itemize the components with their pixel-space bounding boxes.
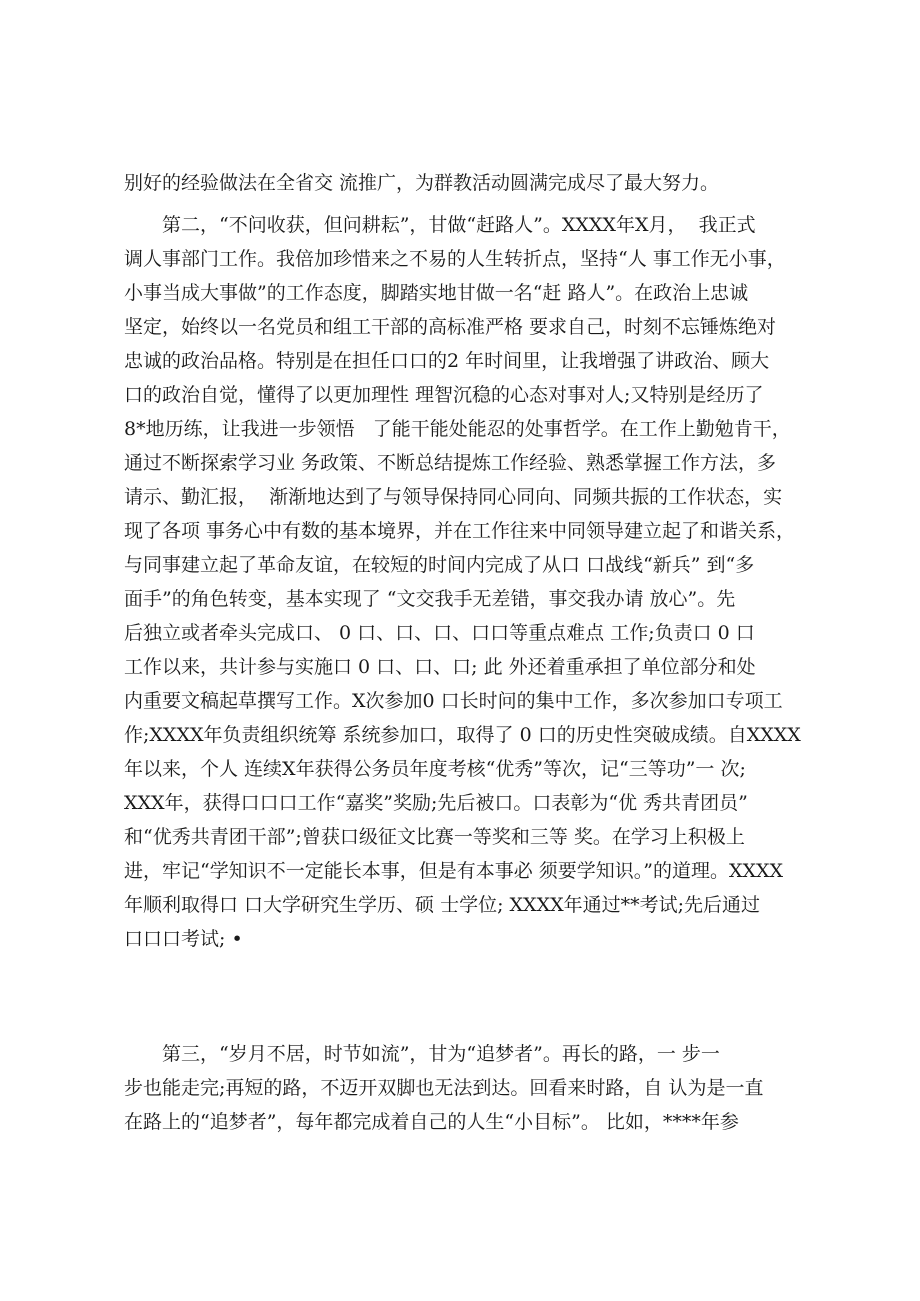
- text-line: 通过不断探索学习业 务政策、不断总结提炼工作经验、熟悉掌握工作方法，多: [124, 452, 777, 474]
- text-line: 别好的经验做法在全省交 流推广，为群教活动圆满完成尽了最大努力。: [124, 172, 720, 194]
- text-line: 口口口考试; •: [124, 928, 243, 950]
- text-line: 坚定，始终以一名党员和组工干部的高标准严格 要求自己，时刻不忘锤炼绝对: [124, 316, 777, 338]
- text-line: 面手”的角色转变，基本实现了 “文交我手无差错，事交我办请 放心”。先: [124, 588, 736, 610]
- text-line: 请示、勤汇报， 渐渐地达到了与领导保持同心同向、同频共振的工作状态，实: [124, 486, 783, 508]
- text-line: 忠诚的政治品格。特别是在担任口口的2 年时间里，让我增强了讲政治、顾大: [124, 350, 770, 372]
- text-line: 调人事部门工作。我倍加珍惜来之不易的人生转折点，坚持“人 事工作无小事，: [124, 248, 786, 270]
- text-line: 后独立或者牵头完成口、 0 口、口、口、口口等重点难点 工作;负责口 0 口: [124, 622, 755, 644]
- text-line: 与同事建立起了革命友谊，在较短的时间内完成了从口 口战线“新兵” 到“多: [124, 554, 755, 576]
- text-line: 小事当成大事做”的工作态度，脚踏实地甘做一名“赶 路人”。在政治上忠诚: [124, 282, 749, 304]
- text-line: 内重要文稿起草撰写工作。X次参加0 口长时问的集中工作，多次参加口专项工: [124, 690, 783, 712]
- text-line: 在路上的“追梦者”，每年都完成着自己的人生“小目标”。 比如，****年参: [124, 1111, 739, 1133]
- text-line: 进，牢记“学知识不一定能长本事，但是有本事必 须要学知识。”的道理。XXXX: [124, 860, 784, 882]
- paragraph-third: [124, 1037, 824, 1139]
- paragraph-continuation: [124, 166, 824, 200]
- text-line: 年顺利取得口 口大学研究生学历、硕 士学位; XXXX年通过**考试;先后通过: [124, 894, 761, 916]
- text-line: 年以来，个人 连续X年获得公务员年度考核“优秀”等次，记“三等功”一 次;: [124, 758, 746, 780]
- text-line: 8*地历练，让我进一步领悟 了能干能处能忍的处事哲学。在工作上勤勉肯干，: [124, 418, 791, 440]
- text-line: 第三，“岁月不居，时节如流”，甘为“追梦者”。再长的路，一 步一: [162, 1043, 720, 1065]
- text-line: 和“优秀共青团干部”;曾获口级征文比赛一等奖和三等 奖。在学习上积极上: [124, 826, 745, 848]
- text-line: 作;XXXX年负责组织统筹 系统参加口，取得了 0 口的历史性突破成绩。自XXXX: [124, 724, 801, 746]
- text-line: 现了各项 事务心中有数的基本境界，并在工作往来中同领导建立起了和谐关系，: [124, 520, 796, 542]
- text-line: 步也能走完;再短的路，不迈开双脚也无法到达。回看来时路，自 认为是一直: [124, 1077, 764, 1099]
- text-line: 工作以来，共计参与实施口 0 口、口、口; 此 外还着重承担了单位部分和处: [124, 656, 756, 678]
- paragraph-second: [124, 208, 824, 956]
- text-line: XXX年，获得口口口工作“嘉奖”奖励;先后被口。口表彰为“优 秀共青团员”: [124, 792, 748, 814]
- text-line: 第二，“不问收获，但问耕耘”，甘做“赶路人”。XXXX年X月， 我正式: [162, 214, 756, 236]
- text-line: 口的政治自觉，懂得了以更加理性 理智沉稳的心态对事对人;又特别是经历了: [124, 384, 764, 406]
